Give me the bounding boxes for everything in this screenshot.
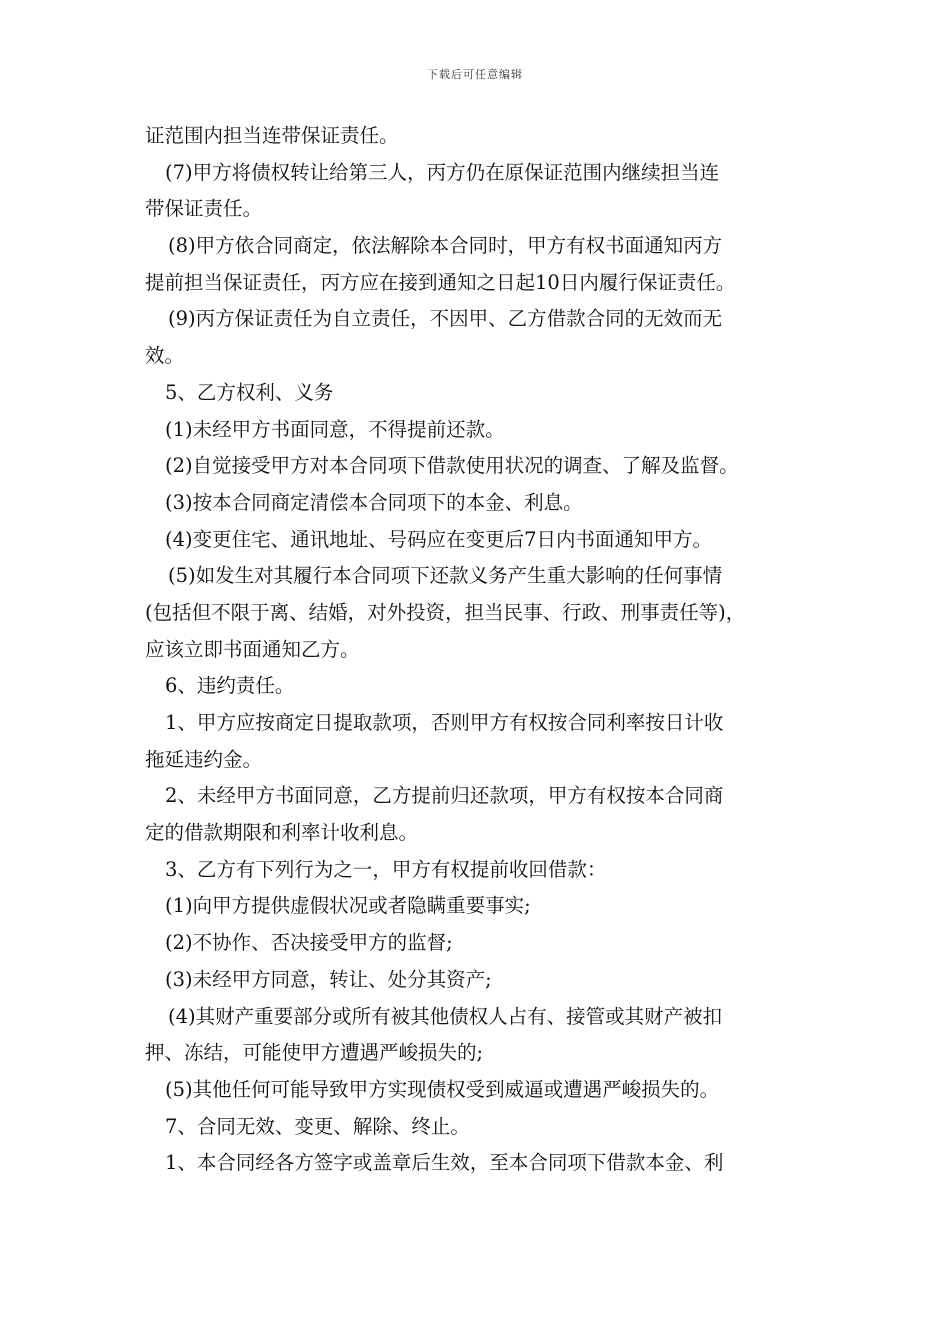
text-line: 1、本合同经各方签字或盖章后生效，至本合同项下借款本金、利	[165, 1151, 724, 1175]
text-line: 6、违约责任。	[165, 674, 295, 698]
document-body	[145, 118, 810, 1182]
text-line: (2)不协作、否决接受甲方的监督;	[165, 931, 453, 955]
text-line: (7)甲方将债权转让给第三人，丙方仍在原保证范围内继续担当连	[165, 160, 720, 184]
text-line: (包括但不限于离、结婚，对外投资，担当民事、行政、刑事责任等)，	[145, 600, 746, 624]
text-line: (5)其他任何可能导致甲方实现债权受到威逼或遭遇严峻损失的。	[165, 1077, 720, 1101]
text-line: 效。	[145, 344, 185, 368]
text-line: 押、冻结，可能使甲方遭遇严峻损失的;	[145, 1041, 484, 1065]
text-line: 拖延违约金。	[145, 747, 263, 771]
text-line: (4)变更住宅、通讯地址、号码应在变更后7日内书面通知甲方。	[165, 527, 713, 551]
text-line: 1、甲方应按商定日提取款项，否则甲方有权按合同利率按日计收	[165, 711, 724, 734]
page-header: 下载后可任意编辑	[427, 68, 523, 81]
text-line: 提前担当保证责任，丙方应在接到通知之日起10日内履行保证责任。	[145, 270, 736, 294]
text-line: (2)自觉接受甲方对本合同项下借款使用状况的调查、了解及监督。	[165, 454, 739, 478]
text-line: (1)向甲方提供虚假状况或者隐瞒重要事实;	[165, 894, 531, 918]
text-line: 带保证责任。	[145, 197, 263, 221]
text-line: 证范围内担当连带保证责任。	[145, 124, 399, 147]
text-line: 2、未经甲方书面同意，乙方提前归还款项，甲方有权按本合同商	[165, 784, 724, 808]
text-line: 3、乙方有下列行为之一，甲方有权提前收回借款：	[165, 857, 607, 881]
text-line: 定的借款期限和利率计收利息。	[145, 821, 419, 845]
text-line: 应该立即书面通知乙方。	[145, 637, 360, 661]
text-line: 5、乙方权利、义务	[165, 380, 334, 404]
text-line: (1)未经甲方书面同意，不得提前还款。	[165, 417, 505, 441]
text-line: (8)甲方依合同商定，依法解除本合同时，甲方有权书面通知丙方	[168, 234, 723, 258]
text-line: 7、合同无效、变更、解除、终止。	[165, 1114, 470, 1138]
text-line: (4)其财产重要部分或所有被其他债权人占有、接管或其财产被扣	[168, 1004, 723, 1028]
text-line: (3)未经甲方同意，转让、处分其资产;	[165, 967, 492, 991]
text-line: (9)丙方保证责任为自立责任，不因甲、乙方借款合同的无效而无	[168, 307, 723, 331]
text-line: (5)如发生对其履行本合同项下还款义务产生重大影响的任何事情	[168, 564, 723, 588]
text-line: (3)按本合同商定清偿本合同项下的本金、利息。	[165, 490, 583, 514]
